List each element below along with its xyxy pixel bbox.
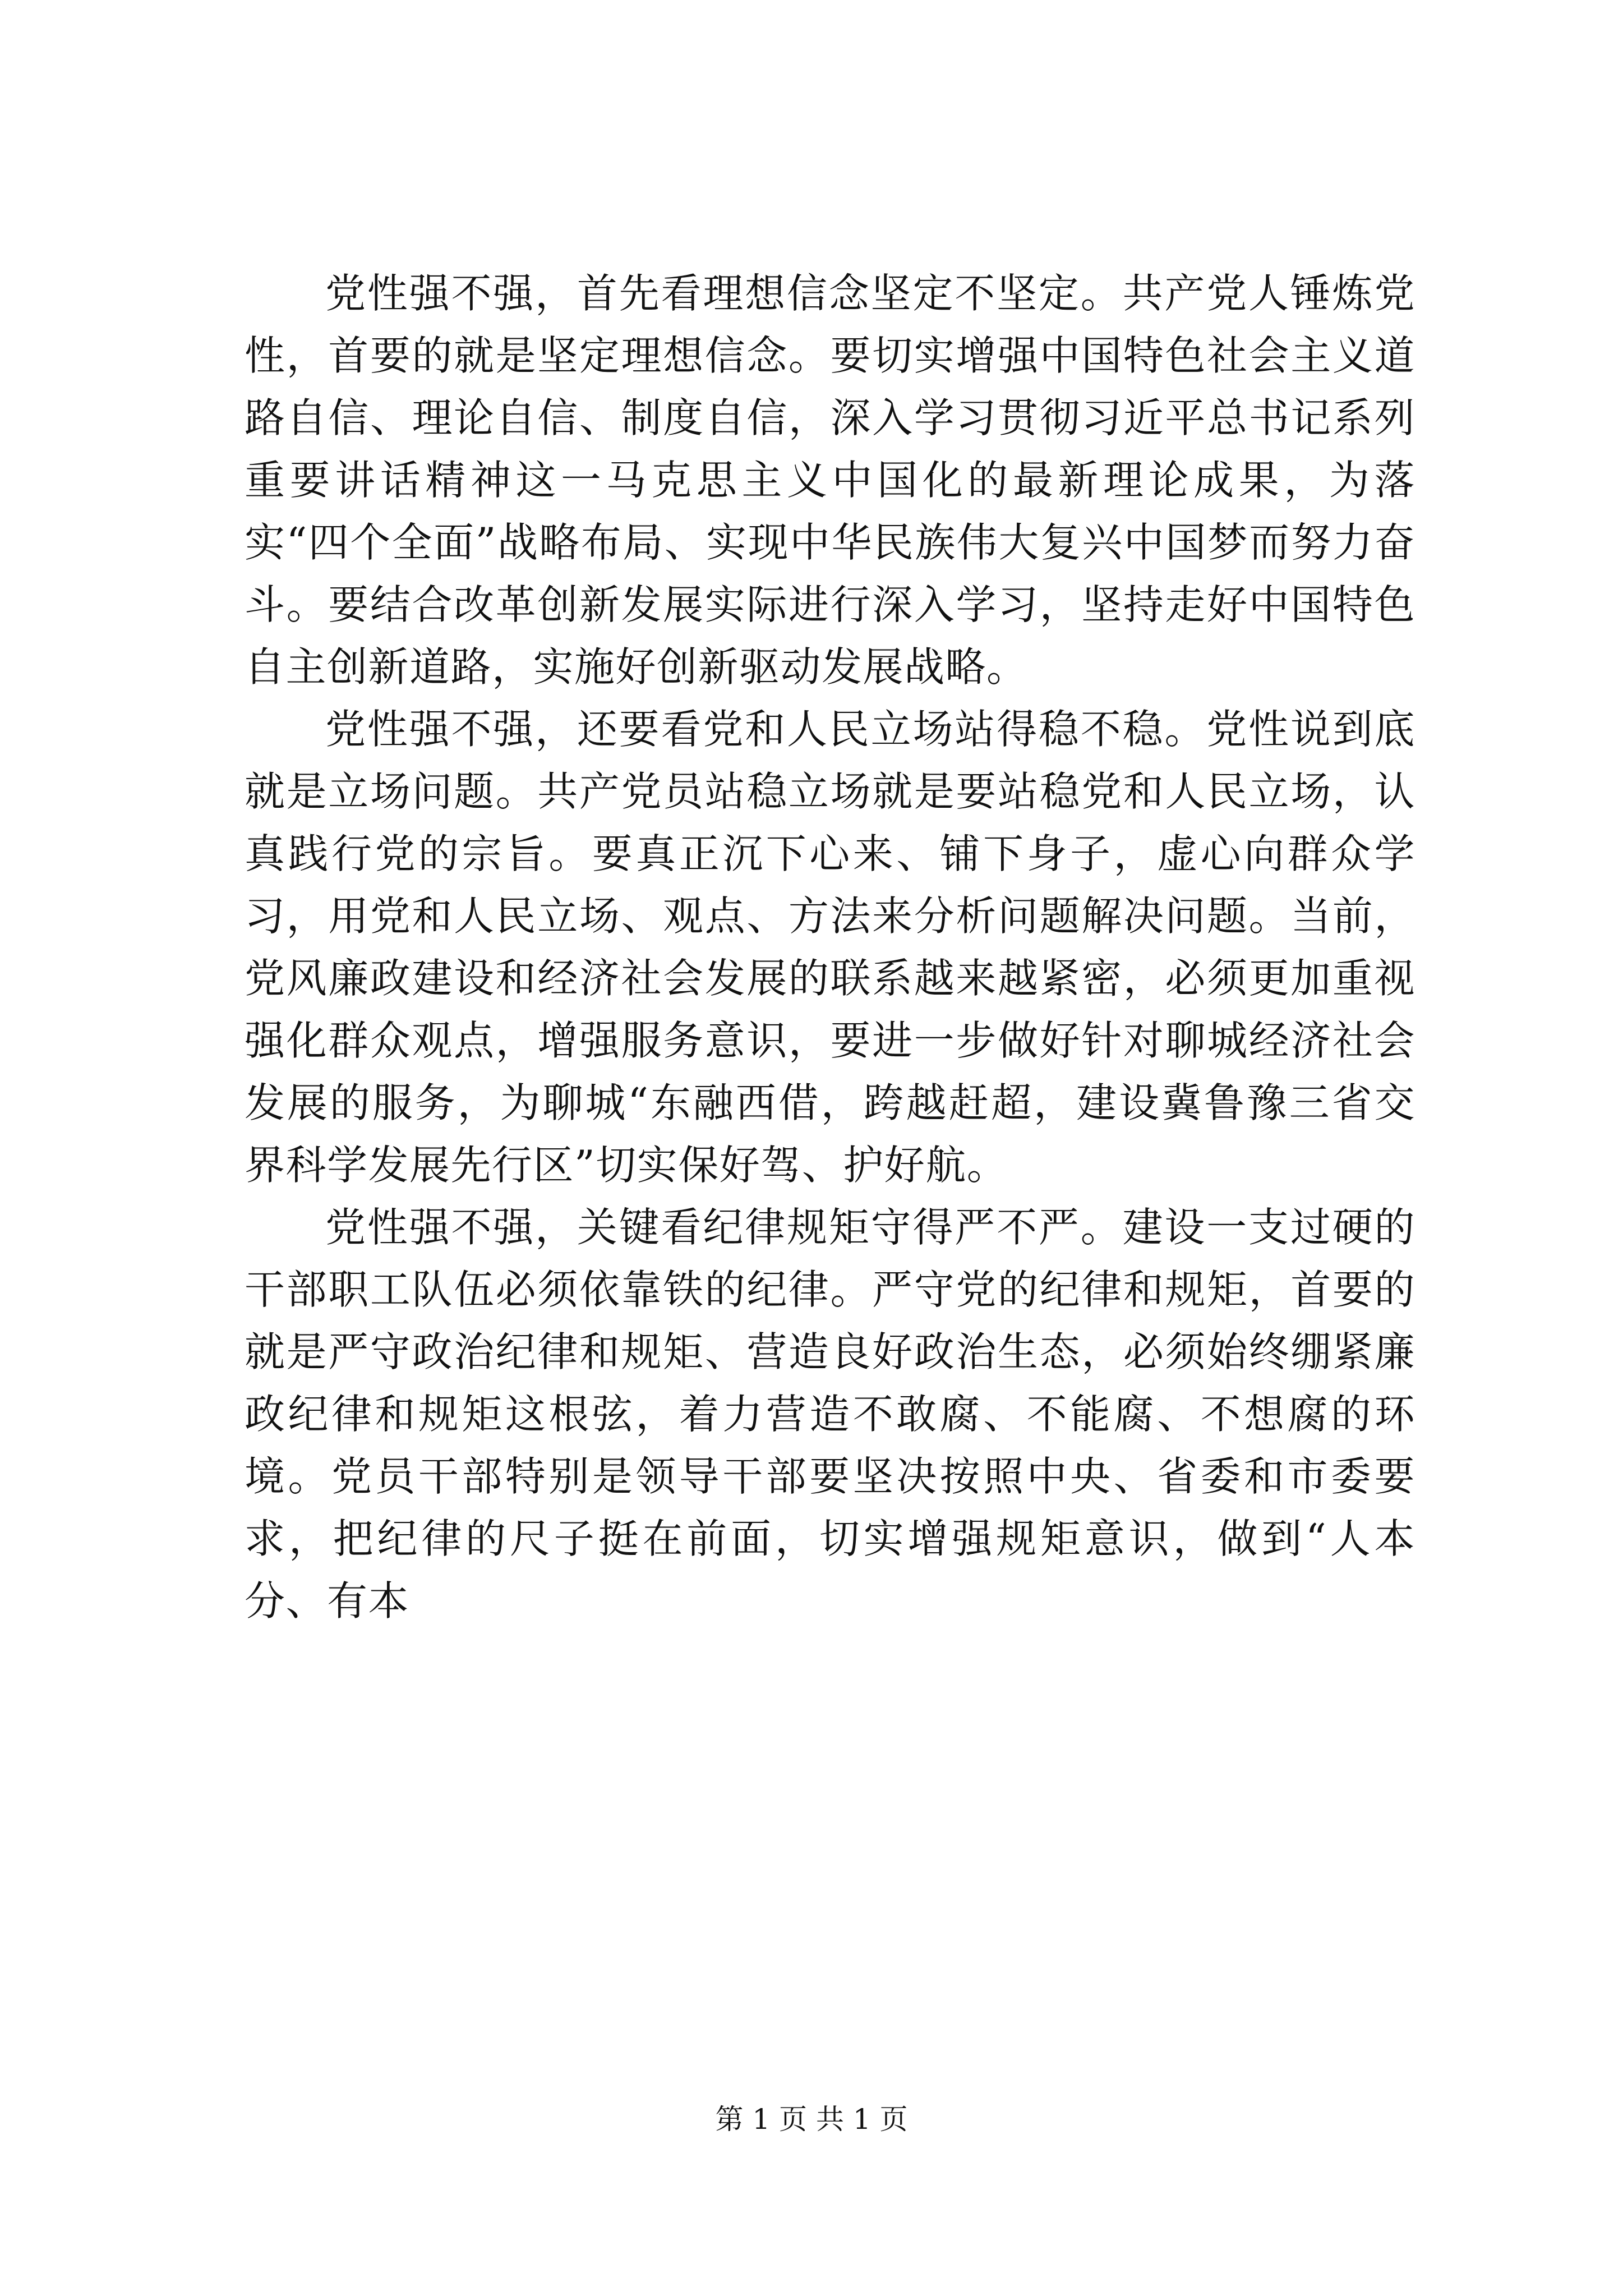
page-number-footer: 第 1 页 共 1 页	[715, 2103, 908, 2136]
paragraph-ideals-and-beliefs: 党性强不强，首先看理想信念坚定不坚定。共产党人锤炼党性，首要的就是坚定理想信念。要切实增强中国特色社会主义道路自信、理论自信、制度自信，深入学习贯彻习近平总书记系列重要讲话精神这一马克思主义中国化的最新理论成果，为落实“四个全面”战略布局、实现中华民族伟大复兴中国梦而努力奋斗。要结合改革创新发展实际进行深入学习，坚持走好中国特色自主创新道路，实施好创新驱动发展战略。	[245, 270, 1415, 691]
paragraph-party-and-people-stance: 党性强不强，还要看党和人民立场站得稳不稳。党性说到底就是立场问题。共产党员站稳立场就是要站稳党和人民立场，认真践行党的宗旨。要真正沉下心来、铺下身子，虚心向群众学习，用党和人民立场、观点、方法来分析问题解决问题。当前，党风廉政建设和经济社会发展的联系越来越紧密，必须更加重视强化群众观点，增强服务意识，要进一步做好针对聊城经济社会发展的服务，为聊城“东融西借，跨越赶超，建设冀鲁豫三省交界科学发展先行区”切实保好驾、护好航。	[245, 706, 1415, 1189]
paragraph-discipline-and-rules: 党性强不强，关键看纪律规矩守得严不严。建设一支过硬的干部职工队伍必须依靠铁的纪律。严守党的纪律和规矩，首要的就是严守政治纪律和规矩、营造良好政治生态，必须始终绷紧廉政纪律和规矩这根弦，着力营造不敢腐、不能腐、不想腐的环境。党员干部特别是领导干部要坚决按照中央、省委和市委要求，把纪律的尺子挺在前面，切实增强规矩意识，做到“人本分、有本	[245, 1204, 1415, 1625]
document-body	[245, 263, 1415, 1632]
